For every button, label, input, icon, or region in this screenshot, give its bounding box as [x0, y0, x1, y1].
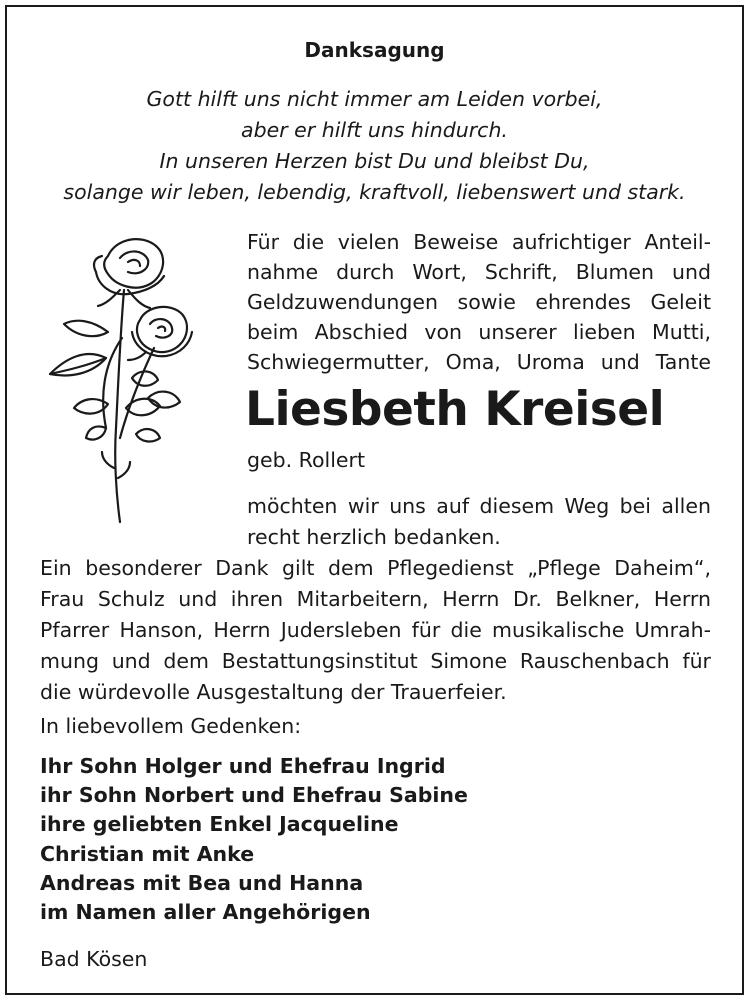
intro-line: Für die vielen Beweise aufrichtiger Anteil-: [247, 230, 711, 254]
deceased-name: Liesbeth Kreisel: [245, 382, 665, 437]
birth-name: geb. Rollert: [247, 448, 366, 472]
poem-line: solange wir leben, lebendig, kraftvoll, liebenswert und stark.: [63, 180, 686, 204]
family-line: Andreas mit Bea und Hanna: [40, 870, 364, 895]
intro-line: nahme durch Wort, Schrift, Blumen und: [247, 260, 711, 284]
thanks-line: die würdevolle Ausgestaltung der Trauerfeier.: [40, 680, 507, 704]
after-name-text: [247, 491, 711, 553]
intro-line: Geldzuwendungen sowie ehrendes Geleit: [247, 290, 711, 314]
place: Bad Kösen: [40, 947, 148, 971]
thanks-line: mung und dem Bestattungsinstitut Simone Rauschenbach für: [40, 649, 711, 673]
family-line: ihr Sohn Norbert und Ehefrau Sabine: [40, 783, 468, 808]
family-signatures: [40, 752, 468, 927]
rose-bouquet-icon: [36, 228, 196, 528]
after-name-line: recht herzlich bedanken.: [247, 525, 501, 549]
notice-heading: Danksagung: [304, 38, 445, 62]
special-thanks-text: [40, 553, 711, 708]
family-line: Ihr Sohn Holger und Ehefrau Ingrid: [40, 754, 446, 778]
intro-line: Schwiegermutter, Oma, Uroma und Tante: [247, 350, 711, 374]
poem-line: In unseren Herzen bist Du und bleibst Du,: [159, 149, 590, 173]
thanks-line: Pfarrer Hanson, Herrn Judersleben für die musikalische Umrah-: [40, 618, 711, 642]
thanks-line: Frau Schulz und ihren Mitarbeitern, Herrn Dr. Belkner, Herrn: [40, 587, 711, 611]
poem: [0, 84, 749, 208]
family-line: Christian mit Anke: [40, 841, 255, 866]
thanks-line: Ein besonderer Dank gilt dem Pflegedienst „Pflege Daheim“,: [40, 556, 711, 580]
family-line: ihre geliebten Enkel Jacqueline: [40, 812, 399, 837]
after-name-line: möchten wir uns auf diesem Weg bei allen: [247, 494, 711, 518]
intro-line: beim Abschied von unserer lieben Mutti,: [247, 320, 711, 344]
family-line: im Namen aller Angehörigen: [40, 900, 371, 925]
memory-line: In liebevollem Gedenken:: [40, 714, 302, 738]
poem-line: aber er hilft uns hindurch.: [241, 118, 508, 142]
intro-text: [247, 227, 711, 377]
poem-line: Gott hilft uns nicht immer am Leiden vorbei,: [146, 87, 603, 111]
